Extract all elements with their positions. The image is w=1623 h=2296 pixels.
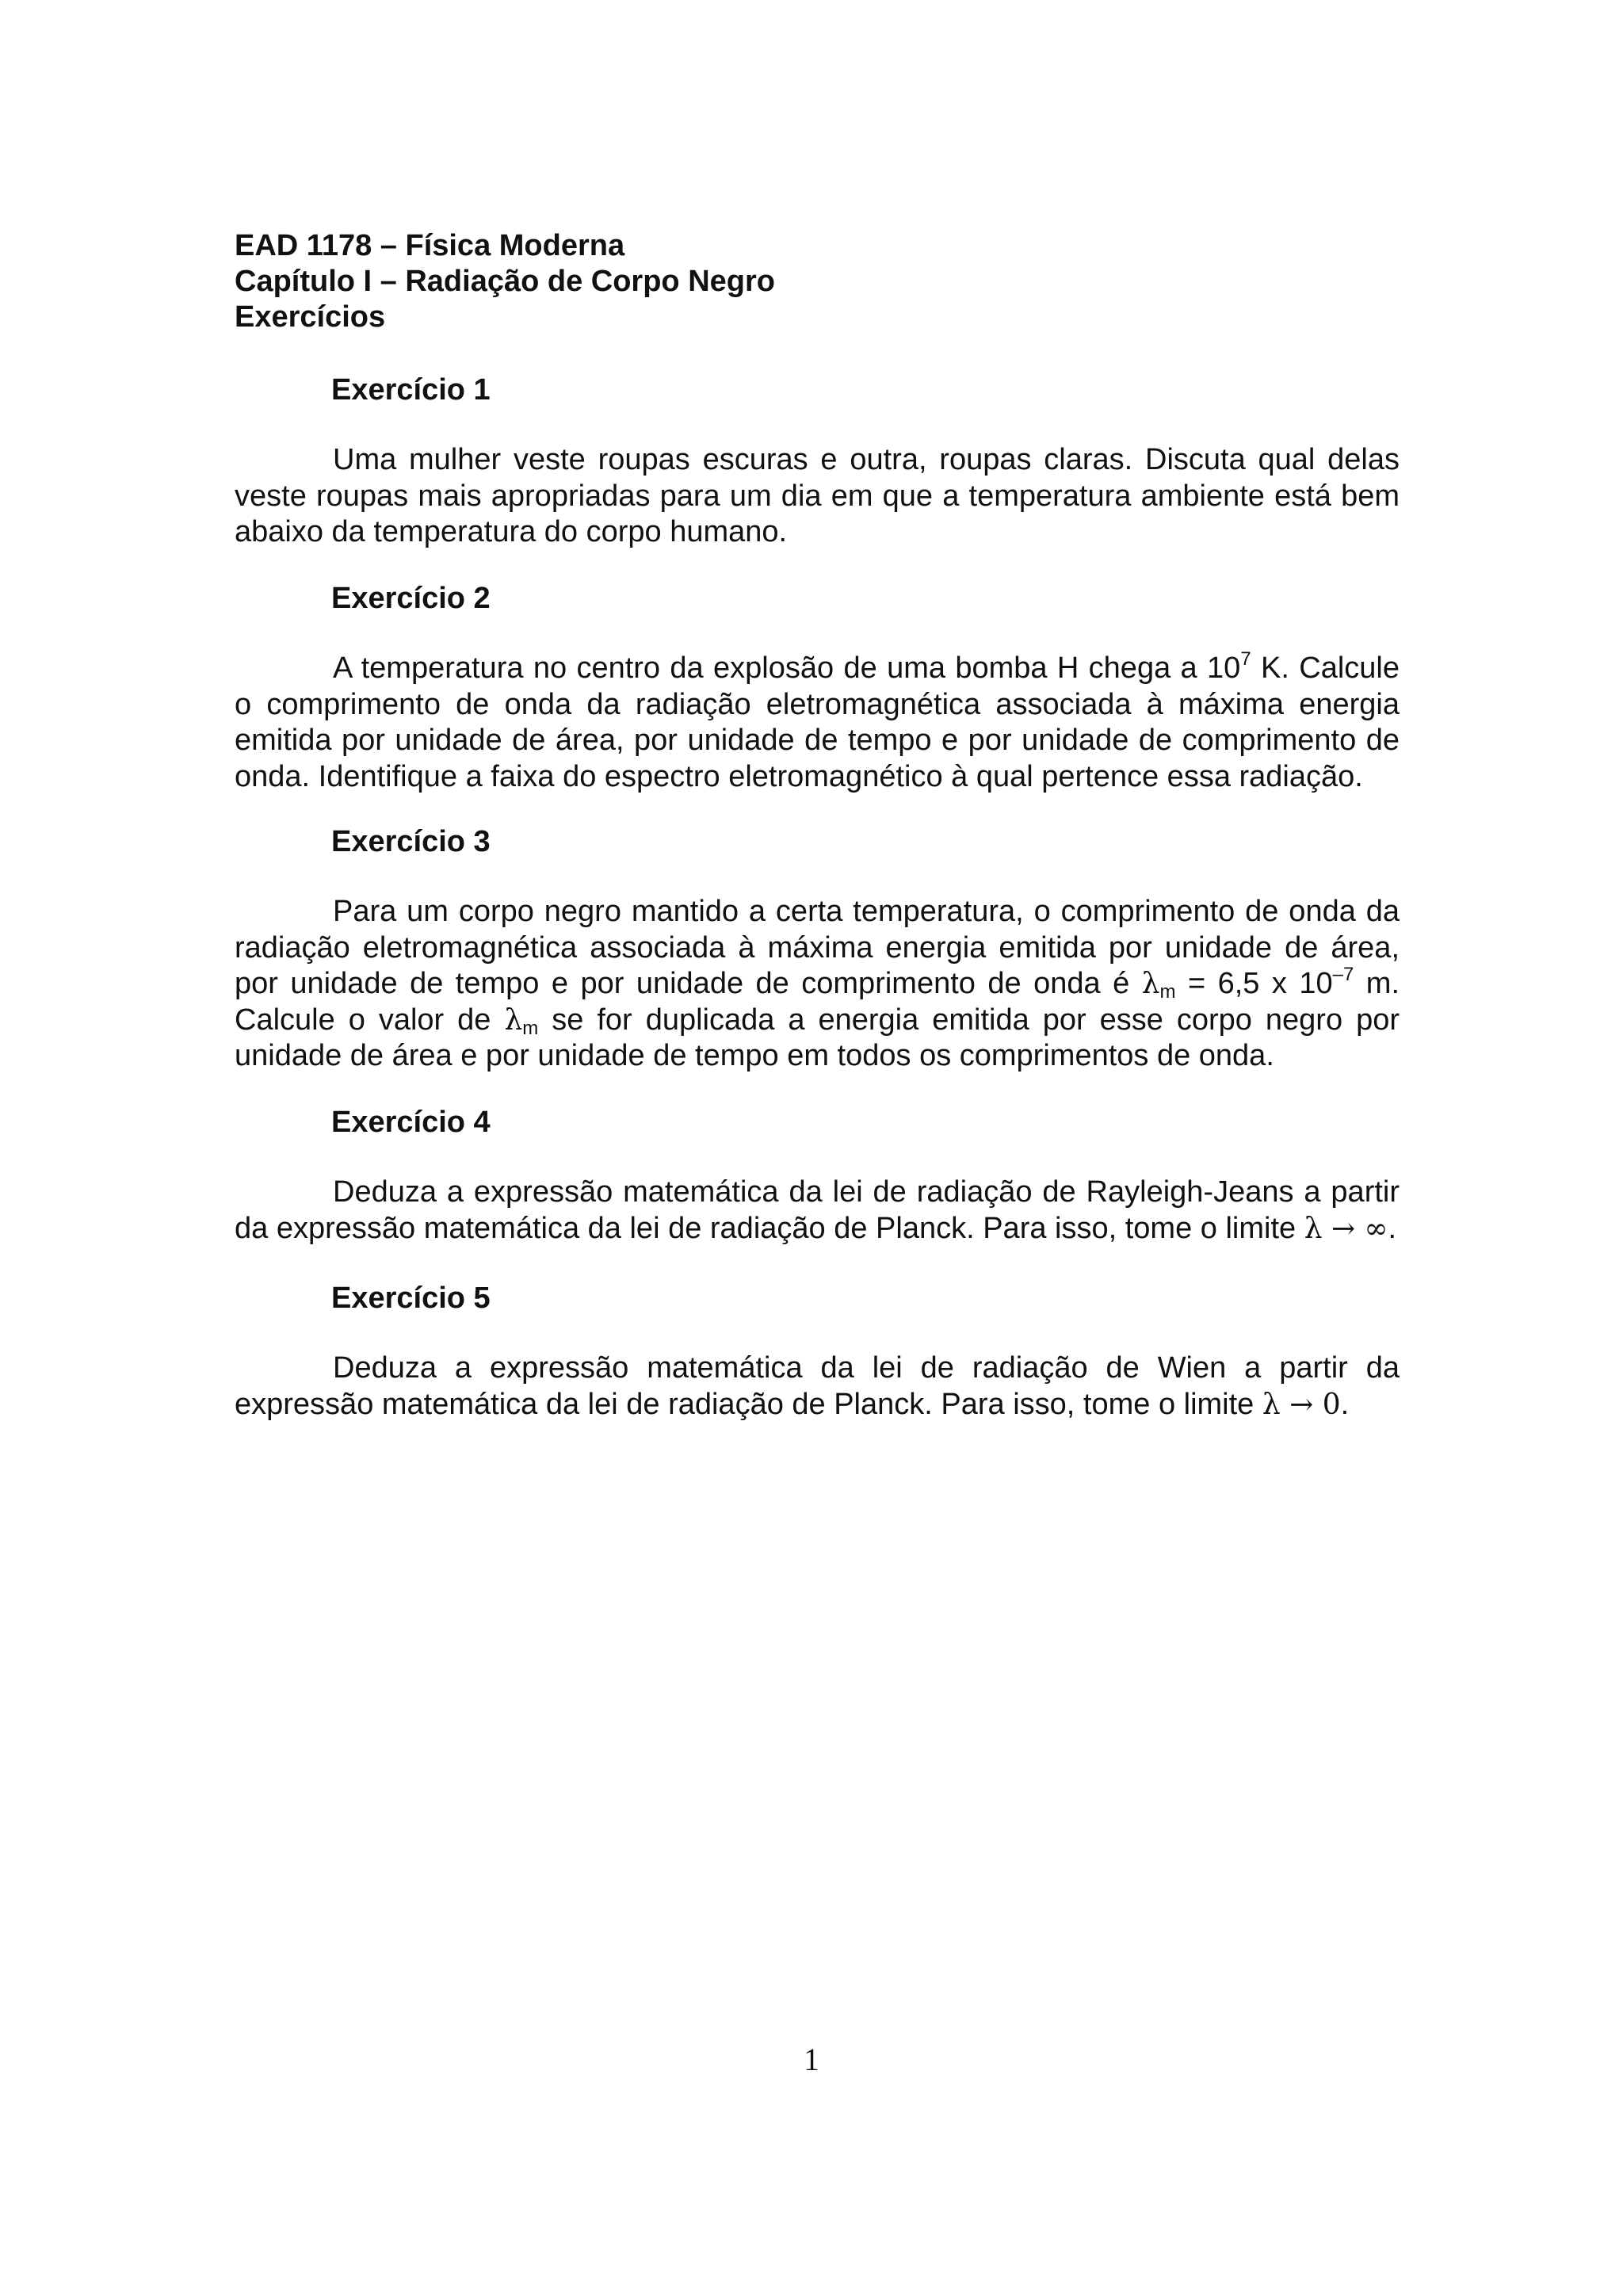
exercise-5 bbox=[235, 1281, 1400, 1423]
lambda-symbol: λ bbox=[1141, 968, 1160, 1000]
exercise-5-text bbox=[235, 1350, 1400, 1423]
exercise-3 bbox=[235, 824, 1400, 1075]
lambda-symbol: λ bbox=[504, 1003, 523, 1037]
exercise-3-text-part2: = 6,5 x 10 bbox=[1175, 967, 1333, 1000]
exercise-2-exponent: 7 bbox=[1240, 648, 1251, 670]
exercise-4-text-part2: . bbox=[1388, 1211, 1397, 1245]
exercise-3-title: Exercício 3 bbox=[331, 825, 491, 858]
exercise-2-title: Exercício 2 bbox=[331, 582, 491, 615]
exercise-4-text-part1: Deduza a expressão matemática da lei de radiação de Rayleigh-Jeans a partir da expressão matemática da lei de radiação de Planck. Para isso, tome o limite bbox=[235, 1175, 1400, 1245]
exercise-2-text-end: K. Calcule o comprimento de onda da radiação eletromagnética associada à máxima energia emitida por unidade de área, por unidade de tempo e por unidade de comprimento de onda. Identifique a faixa do espectro eletromagnético à qual pertence essa radiação. bbox=[235, 651, 1400, 793]
exercise-4-text bbox=[235, 1175, 1400, 1247]
exercise-3-text bbox=[235, 894, 1400, 1075]
exercise-3-text-part3: m. Calcule o valor de bbox=[235, 967, 1400, 1037]
lambda-subscript: m bbox=[522, 1017, 539, 1039]
exercise-3-text-part1: Para um corpo negro mantido a certa temperatura, o comprimento de onda da radiação eletromagnética associada à máxima energia emitida por unidade de área, por unidade de tempo e por unidade de comprimento de onda é bbox=[235, 895, 1400, 1000]
exercise-1 bbox=[235, 372, 1400, 551]
exercise-4-limit: λ → ∞ bbox=[1304, 1212, 1388, 1245]
chapter-title: Capítulo I – Radiação de Corpo Negro bbox=[235, 265, 775, 298]
document-header bbox=[235, 228, 1400, 335]
exercise-2-text-start: A temperatura no centro da explosão de uma bomba H chega a 10 bbox=[333, 651, 1241, 685]
exercise-2-text bbox=[235, 648, 1400, 795]
exercise-1-title: Exercício 1 bbox=[331, 373, 491, 407]
course-title: EAD 1178 – Física Moderna bbox=[235, 229, 625, 262]
exercise-3-exponent: –7 bbox=[1332, 964, 1354, 985]
exercise-3-text-part4: se for duplicada a energia emitida por esse corpo negro por unidade de área e por unidade de tempo em todos os comprimentos de onda. bbox=[235, 1003, 1400, 1072]
exercise-5-title: Exercício 5 bbox=[331, 1282, 491, 1315]
exercise-5-text-part2: . bbox=[1340, 1387, 1350, 1421]
lambda-subscript: m bbox=[1159, 981, 1176, 1003]
exercise-4 bbox=[235, 1105, 1400, 1247]
exercise-1-text: Uma mulher veste roupas escuras e outra, roupas claras. Discuta qual delas veste roupas mais apropriadas para um dia em que a temperatura ambiente está bem abaixo da temperatura do corpo humano. bbox=[235, 443, 1400, 548]
page-number: 1 bbox=[804, 2042, 819, 2077]
section-title: Exercícios bbox=[235, 300, 386, 334]
exercise-4-title: Exercício 4 bbox=[331, 1106, 491, 1139]
exercise-5-limit: λ → 0 bbox=[1262, 1388, 1341, 1421]
exercise-5-text-part1: Deduza a expressão matemática da lei de radiação de Wien a partir da expressão matemática da lei de radiação de Planck. Para isso, tome o limite bbox=[235, 1351, 1400, 1421]
exercise-2 bbox=[235, 581, 1400, 795]
